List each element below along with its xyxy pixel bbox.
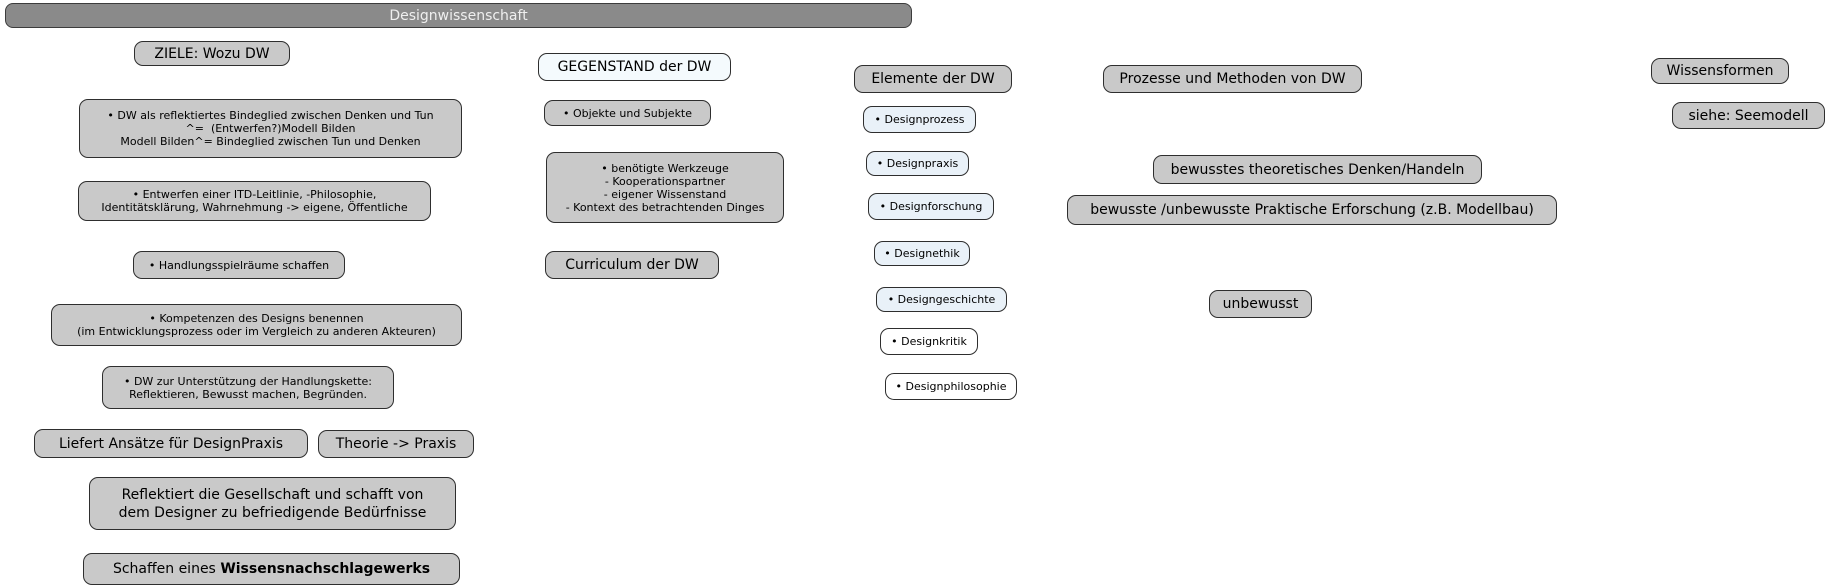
node-label: Liefert Ansätze für DesignPraxis xyxy=(58,435,284,452)
node-label: Theorie -> Praxis xyxy=(335,436,457,452)
node-designwissenschaft[interactable] xyxy=(5,3,912,28)
node-label: unbewusst xyxy=(1222,296,1299,312)
node-handlungskette[interactable] xyxy=(102,366,394,409)
node-label: • Handlungsspielräume schaffen xyxy=(148,258,330,272)
node-label: • Designforschung xyxy=(879,200,983,213)
node-label: • Designkritik xyxy=(891,335,967,348)
node-label: Schaffen eines xyxy=(112,561,221,577)
node-label: - Kontext des betrachtenden Dinges xyxy=(565,200,765,214)
node-liefert-ansaetze[interactable] xyxy=(34,429,308,458)
node-designforschung[interactable] xyxy=(868,193,994,220)
node-designethik[interactable] xyxy=(874,241,970,266)
node-label: • Entwerfen einer ITD-Leitlinie, -Philosophie, xyxy=(132,188,377,201)
node-label: Reflektiert die Gesellschaft und schafft von xyxy=(121,486,424,503)
node-designpraxis[interactable] xyxy=(866,151,969,176)
node-gegenstand-header[interactable] xyxy=(538,53,731,81)
node-designprozess[interactable] xyxy=(863,106,976,133)
node-label: ZIELE: Wozu DW xyxy=(154,45,270,62)
node-label: • Designprozess xyxy=(874,113,965,126)
node-handlungsspielraeume[interactable] xyxy=(133,251,345,279)
node-reflektiert-gesellschaft[interactable] xyxy=(89,477,456,530)
node-label: - Kooperationspartner xyxy=(604,174,726,188)
node-label: ^= (Entwerfen?)Modell Bilden xyxy=(185,122,356,135)
node-label: • benötigte Werkzeuge xyxy=(601,161,729,175)
node-label: • Kompetenzen des Designs benennen xyxy=(149,312,364,325)
node-label: Modell Bilden^= Bindeglied zwischen Tun und Denken xyxy=(120,135,421,148)
node-label: bewusste /unbewusste Praktische Erforschung (z.B. Modellbau) xyxy=(1090,202,1534,218)
node-praktische-erforschung[interactable] xyxy=(1067,195,1557,225)
node-label: • Designpraxis xyxy=(876,157,959,170)
node-benoetigte-werkzeuge[interactable] xyxy=(546,152,784,223)
node-designkritik[interactable] xyxy=(880,328,978,355)
node-label: Wissensformen xyxy=(1666,63,1774,79)
node-label: • Designgeschichte xyxy=(887,293,996,306)
node-label: • Designethik xyxy=(884,247,960,260)
node-designgeschichte[interactable] xyxy=(876,287,1007,312)
node-label: Elemente der DW xyxy=(871,71,995,87)
root-label: Designwissenschaft xyxy=(389,7,528,24)
node-kompetenzen[interactable] xyxy=(51,304,462,346)
node-siehe-seemodell[interactable] xyxy=(1672,102,1825,129)
node-label: siehe: Seemodell xyxy=(1688,107,1809,124)
node-label: • Designphilosophie xyxy=(895,380,1007,393)
node-label: (im Entwicklungsprozess oder im Vergleich zu anderen Akteuren) xyxy=(77,325,436,338)
node-label: Reflektieren, Bewusst machen, Begründen. xyxy=(129,387,367,401)
node-label: dem Designer zu befriedigende Bedürfnisse xyxy=(118,504,427,521)
node-label: • DW zur Unterstützung der Handlungskette: xyxy=(123,374,373,388)
node-label: • DW als reflektiertes Bindeglied zwischen Denken und Tun xyxy=(107,109,434,122)
node-label: Prozesse und Methoden von DW xyxy=(1119,71,1346,87)
node-unbewusst[interactable] xyxy=(1209,290,1312,318)
node-wissensnachschlagewerk[interactable] xyxy=(83,553,460,585)
node-designphilosophie[interactable] xyxy=(885,373,1017,400)
node-label: Identitätsklärung, Wahrnehmung -> eigene, Öffentliche xyxy=(101,201,408,214)
node-label-bold: Wissensnachschlagewerks xyxy=(220,561,431,577)
node-elemente-header[interactable] xyxy=(854,65,1012,93)
node-bewusstes-denken[interactable] xyxy=(1153,155,1482,184)
node-label: GEGENSTAND der DW xyxy=(557,59,712,75)
node-objekte-subjekte[interactable] xyxy=(544,100,711,126)
node-dw-bindeglied[interactable] xyxy=(79,99,462,158)
node-label: Curriculum der DW xyxy=(565,257,699,273)
node-ziele-header[interactable] xyxy=(134,41,290,66)
node-prozesse-header[interactable] xyxy=(1103,65,1362,93)
node-wissensformen[interactable] xyxy=(1651,58,1789,84)
node-label: - eigener Wissenstand xyxy=(603,187,727,201)
node-label: • Objekte und Subjekte xyxy=(562,106,693,120)
node-label: bewusstes theoretisches Denken/Handeln xyxy=(1170,161,1465,178)
node-theorie-praxis[interactable] xyxy=(318,430,474,458)
node-itd-leitlinie[interactable] xyxy=(78,181,431,221)
node-curriculum[interactable] xyxy=(545,251,719,279)
